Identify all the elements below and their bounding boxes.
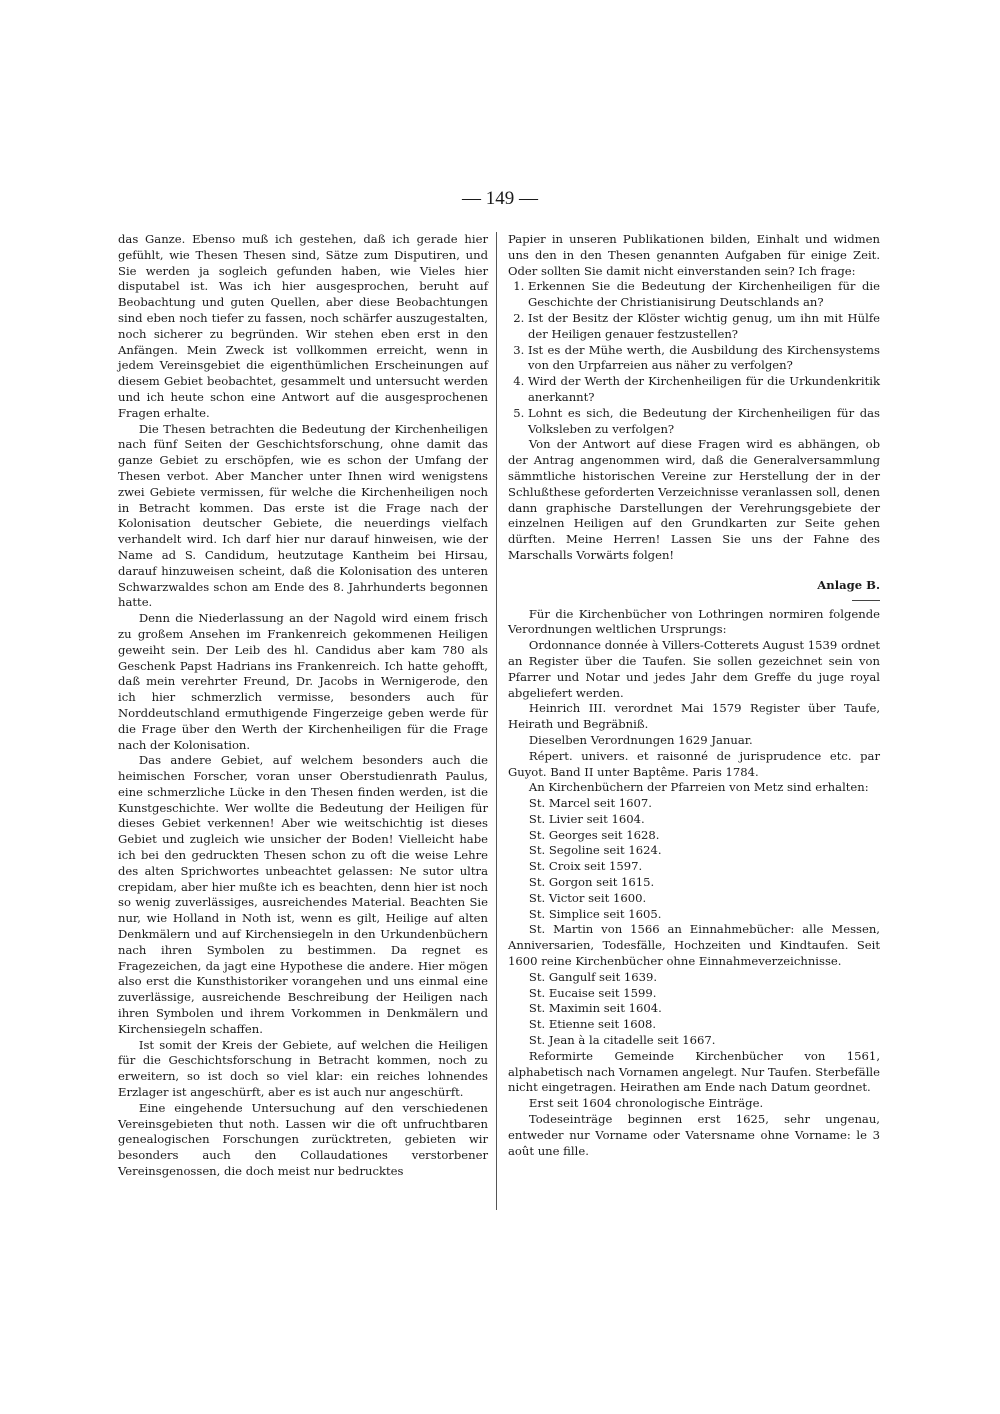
- reformed-paragraph: Reformirte Gemeinde Kirchenbücher von 1561, alphabetisch nach Vornamen angelegt. Nur Taufen. Sterbefälle nicht eingetragen. Heirathen am Ende nach Datum geordnet.: [508, 1048, 880, 1095]
- appendix-paragraph: An Kirchenbüchern der Pfarreien von Metz sind erhalten:: [528, 780, 869, 795]
- parish-entry: St. Gangulf seit 1639.: [528, 969, 658, 984]
- parish-entry: St. Eucaise seit 1599.: [528, 985, 657, 1000]
- parish-list-a: [508, 796, 880, 922]
- question-item: 1. Erkennen Sie die Bedeutung der Kirchenheiligen für die Geschichte der Christianisirung Deutschlands an?: [528, 279, 880, 311]
- parish-entry: St. Segoline seit 1624.: [528, 843, 662, 858]
- left-paragraph: Eine eingehende Untersuchung auf den verschiedenen Vereinsgebieten thut noth. Lassen wir die oft unfruchtbaren genealogischen Forschungen zurücktreten, gebieten wir besonders auch den Collaudationes verstorbener Vereinsgenossen, die doch meist nur bedrucktes: [118, 1100, 488, 1179]
- left-paragraph: Das andere Gebiet, auf welchem besonders auch die heimischen Forscher, voran unser Oberstudienrath Paulus, eine schmerzliche Lücke in den Thesen finden werden, ist die Kunstgeschichte. Wer wollte die Bedeutung der Heiligen für dieses Gebiet verkennen! Aber wie weitschichtig ist dieses Gebiet und zugleich wie unsicher der Boden! Vielleicht habe ich bei den gedruckten Thesen schon zu oft die weise Lehre des alten Sprichwortes unbeachtet gelassen: Ne sutor ultra crepidam, aber hier mußte ich es beachten, denn hier ist noch so wenig zuverlässiges, ausreichendes Material. Beachten Sie nur, wie Holland in Noth ist, wenn es gilt, Heilige auf alten Denkmälern und auf Kirchensiegeln in den Urkundenbüchern nach ihren Symbolen zu bestimmen. Da regnet es Fragezeichen, da jagt eine Hypothese die andere. Hier mögen also erst die Kunsthistoriker vorangehen und uns einmal eine zuverlässige, ausreichende Beschreibung der Heiligen nach ihren Symbolen und ihrem Vorkommen in Denkmälern und Kirchensiegeln schaffen.: [118, 753, 488, 1036]
- parish-entry: St. Livier seit 1604.: [528, 811, 645, 826]
- question-list: [508, 279, 880, 437]
- appendix-paragraph: Dieselben Verordnungen 1629 Januar.: [528, 732, 753, 747]
- appendix-paragraph: Répert. univers. et raisonné de jurisprudence etc. par Guyot. Band II unter Baptême. Paris 1784.: [508, 748, 880, 779]
- parish-list-b: [508, 970, 880, 1049]
- parish-entry: St. Maximin seit 1604.: [528, 1001, 662, 1016]
- left-paragraph: Die Thesen betrachten die Bedeutung der Kirchenheiligen nach fünf Seiten der Geschichtsforschung, ohne damit das ganze Gebiet zu erschöpfen, wie es schon der Umfang der Thesen verbot. Aber Mancher unter Ihnen wird wenigstens zwei Gebiete vermissen, für welche die Kirchenheiligen noch in Betracht kommen. Das erste ist die Frage nach der Kolonisation deutscher Gebiete, die neuerdings vielfach verhandelt wird. Ich darf hier nur darauf hinweisen, wie der Name ad S. Candidum, heutzutage Kantheim bei Hirsau, darauf hinzuweisen scheint, daß die Kolonisation des unteren Schwarzwaldes schon am Ende des 8. Jahrhunderts begonnen hatte.: [118, 421, 488, 610]
- appendix-rule: [852, 600, 880, 601]
- parish-entry: St. Jean à la citadelle seit 1667.: [528, 1033, 716, 1048]
- left-paragraph: das Ganze. Ebenso muß ich gestehen, daß ich gerade hier gefühlt, wie Thesen Thesen sind, Sätze zum Disputiren, und Sie werden ja sogleich gefunden haben, wie Vieles hier disputabel ist. Was ich hier ausgesprochen, beruht auf Beobachtung und guten Quellen, aber diese Beobachtungen sind eben noch tiefer zu fassen, noch schärfer auszugestalten, noch sicherer zu begründen. Wir stehen eben erst in den Anfängen. Mein Zweck ist vollkommen erreicht, wenn in jedem Vereinsgebiet die eigenthümlichen Erscheinungen auf diesem Gebiet beobachtet, gesammelt und untersucht werden und ich heute schon eine Antwort auf die ausgesprochenen Fragen erhalte.: [118, 232, 488, 420]
- question-item: 2. Ist der Besitz der Klöster wichtig genug, um ihn mit Hülfe der Heiligen genauer festzustellen?: [528, 311, 880, 343]
- appendix-title: Anlage B.: [817, 577, 880, 592]
- parish-entry: St. Victor seit 1600.: [528, 890, 647, 905]
- appendix-paragraphs: [508, 638, 880, 796]
- parish-entry: St. Etienne seit 1608.: [528, 1017, 657, 1032]
- parish-entry: St. Gorgon seit 1615.: [528, 875, 655, 890]
- deaths-paragraph: Todeseinträge beginnen erst 1625, sehr ungenau, entweder nur Vorname oder Vatersname ohne Vorname: le 3 août une fille.: [508, 1112, 880, 1158]
- appendix-intro: Für die Kirchenbücher von Lothringen normiren folgende Verordnungen weltlichen Ursprungs:: [508, 606, 880, 637]
- chrono-paragraph: Erst seit 1604 chronologische Einträge.: [528, 1096, 764, 1111]
- page-number: — 149 —: [462, 188, 538, 209]
- right-column: [508, 232, 880, 1159]
- question-item: 5. Lohnt es sich, die Bedeutung der Kirchenheiligen für das Volksleben zu verfolgen?: [528, 406, 880, 438]
- left-column: [118, 232, 488, 1180]
- left-paragraph: Denn die Niederlassung an der Nagold wird einem frisch zu großem Ansehen im Frankenreich gekommenen Heiligen geweiht sein. Der Leib des hl. Candidus aber kam 780 als Geschenk Papst Hadrians ins Frankenreich. Ich hatte gehofft, daß mein verehrter Freund, Dr. Jacobs in Wernigerode, den ich hier schmerzlich vermisse, besonders auch für Norddeutschland ermuthigende Fingerzeige geben werde für die Frage über den Werth der Kirchenheiligen für die Frage nach der Kolonisation.: [118, 611, 488, 752]
- question-item: 4. Wird der Werth der Kirchenheiligen für die Urkundenkritik anerkannt?: [528, 374, 880, 406]
- parish-entry: St. Simplice seit 1605.: [528, 906, 662, 921]
- left-paragraph: Ist somit der Kreis der Gebiete, auf welchen die Heiligen für die Geschichtsforschung in Betracht kommen, noch zu erweitern, so ist doch so viel klar: ein reiches lohnendes Erzlager ist angeschürft, aber es ist auch nur angeschürft.: [118, 1037, 488, 1100]
- right-intro: Papier in unseren Publikationen bilden, Einhalt und widmen uns den in den Thesen genannten Aufgaben für einige Zeit. Oder sollten Sie damit nicht einverstanden sein? Ich frage:: [508, 232, 880, 278]
- question-item: 3. Ist es der Mühe werth, die Ausbildung des Kirchensystems von den Urpfarreien aus näher zu verfolgen?: [528, 343, 880, 375]
- appendix-paragraph: Ordonnance donnée à Villers-Cotterets August 1539 ordnet an Register über die Taufen. Sie sollen gezeichnet sein von Pfarrer und Notar und jedes Jahr dem Greffe du juge royal abgeliefert werden.: [508, 638, 880, 700]
- parish-entry: St. Croix seit 1597.: [528, 859, 643, 874]
- column-divider: [496, 232, 497, 1210]
- closing-paragraph: Von der Antwort auf diese Fragen wird es abhängen, ob der Antrag angenommen wird, daß die Generalversammlung sämmtliche historischen Vereine zur Herstellung der in der Schlußthese geforderten Verzeichnisse veranlassen soll, denen dann graphische Darstellungen der Verehrungsgebiete der einzelnen Heiligen auf den Grundkarten zur Seite gehen dürften. Meine Herren! Lassen Sie uns der Fahne des Marschalls Vorwärts folgen!: [508, 437, 880, 562]
- parish-entry: St. Georges seit 1628.: [528, 827, 660, 842]
- appendix-paragraph: Heinrich III. verordnet Mai 1579 Register über Taufe, Heirath und Begräbniß.: [508, 701, 880, 732]
- parish-entry: St. Marcel seit 1607.: [528, 796, 652, 811]
- martin-paragraph: St. Martin von 1566 an Einnahmebücher: alle Messen, Anniversarien, Todesfälle, Hochzeiten und Kindtaufen. Seit 1600 reine Kirchenbücher ohne Einnahmeverzeichnisse.: [508, 922, 880, 969]
